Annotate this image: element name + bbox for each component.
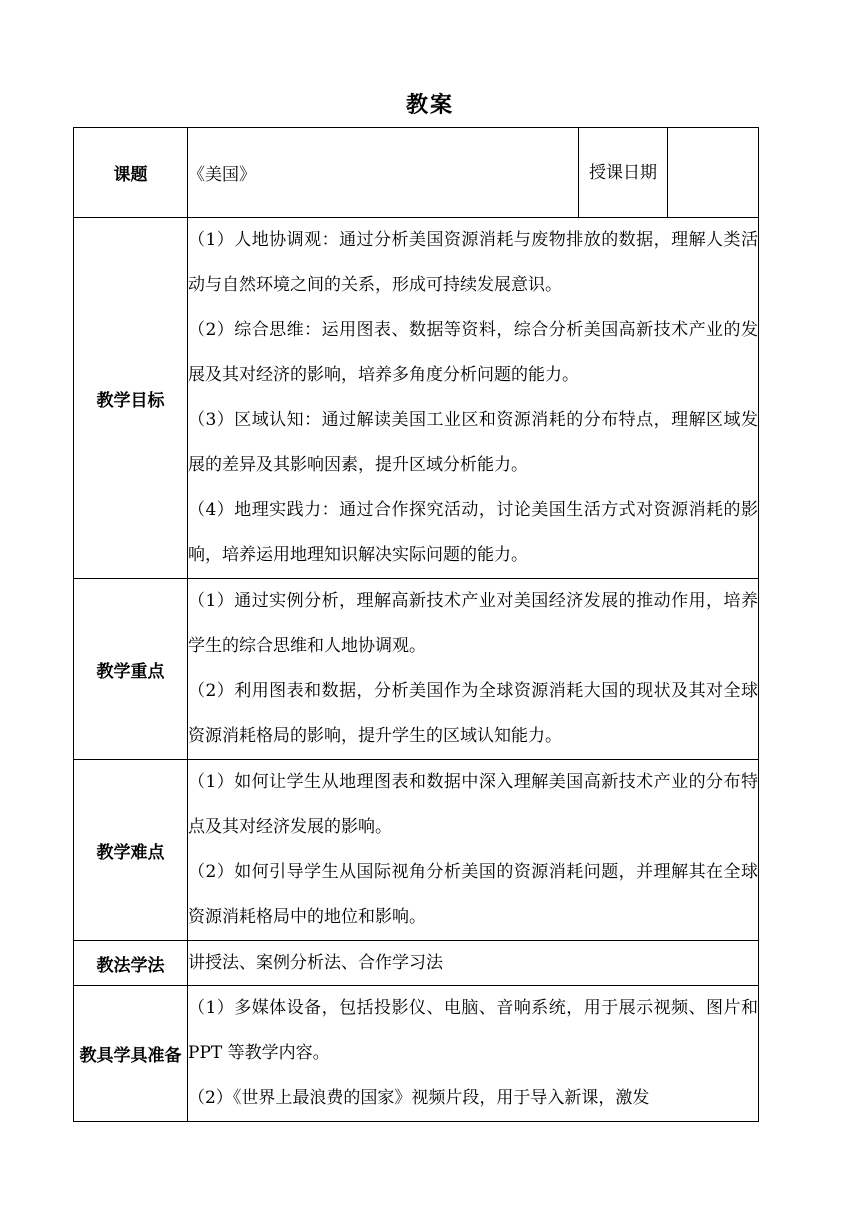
objectives-content bbox=[188, 218, 759, 579]
topic-row bbox=[74, 128, 759, 218]
tools-row bbox=[74, 986, 759, 1122]
difficulties-label: 教学难点 bbox=[74, 760, 188, 941]
objective-item: （4）地理实践力：通过合作探究活动，讨论美国生活方式对资源消耗的影响，培养运用地理知识解决实际问题的能力。 bbox=[188, 500, 758, 565]
key-points-row bbox=[74, 579, 759, 760]
date-value bbox=[668, 128, 759, 218]
tools-content bbox=[188, 986, 759, 1122]
objective-item: （1）人地协调观：通过分析美国资源消耗与废物排放的数据，理解人类活动与自然环境之间的关系，形成可持续发展意识。 bbox=[188, 230, 758, 295]
date-label: 授课日期 bbox=[579, 128, 668, 218]
objectives-row bbox=[74, 218, 759, 579]
difficulties-content bbox=[188, 760, 759, 941]
objectives-label: 教学目标 bbox=[74, 218, 188, 579]
tool-item: （2）《世界上最浪费的国家》视频片段，用于导入新课，激发 bbox=[188, 1088, 650, 1108]
key-points-label: 教学重点 bbox=[74, 579, 188, 760]
topic-value: 《美国》 bbox=[188, 128, 579, 218]
methods-value: 讲授法、案例分析法、合作学习法 bbox=[188, 941, 759, 986]
tool-item: （1）多媒体设备，包括投影仪、电脑、音响系统，用于展示视频、图片和 PPT 等教学内容。 bbox=[188, 998, 758, 1063]
topic-label: 课题 bbox=[74, 128, 188, 218]
tools-label: 教具学具准备 bbox=[74, 986, 188, 1122]
difficulty-item: （2）如何引导学生从国际视角分析美国的资源消耗问题，并理解其在全球资源消耗格局中的地位和影响。 bbox=[188, 862, 758, 927]
key-points-content bbox=[188, 579, 759, 760]
methods-row bbox=[74, 941, 759, 986]
objective-item: （2）综合思维：运用图表、数据等资料，综合分析美国高新技术产业的发展及其对经济的影响，培养多角度分析问题的能力。 bbox=[188, 320, 758, 385]
difficulty-item: （1）如何让学生从地理图表和数据中深入理解美国高新技术产业的分布特点及其对经济发展的影响。 bbox=[188, 772, 758, 837]
key-point-item: （1）通过实例分析，理解高新技术产业对美国经济发展的推动作用，培养学生的综合思维和人地协调观。 bbox=[188, 591, 758, 656]
methods-label: 教法学法 bbox=[74, 941, 188, 986]
lesson-plan-table bbox=[73, 127, 759, 1122]
document-title: 教案 bbox=[405, 93, 454, 118]
difficulties-row bbox=[74, 760, 759, 941]
objective-item: （3）区域认知：通过解读美国工业区和资源消耗的分布特点，理解区域发展的差异及其影响因素，提升区域分析能力。 bbox=[188, 410, 758, 475]
key-point-item: （2）利用图表和数据，分析美国作为全球资源消耗大国的现状及其对全球资源消耗格局的影响，提升学生的区域认知能力。 bbox=[188, 681, 758, 746]
